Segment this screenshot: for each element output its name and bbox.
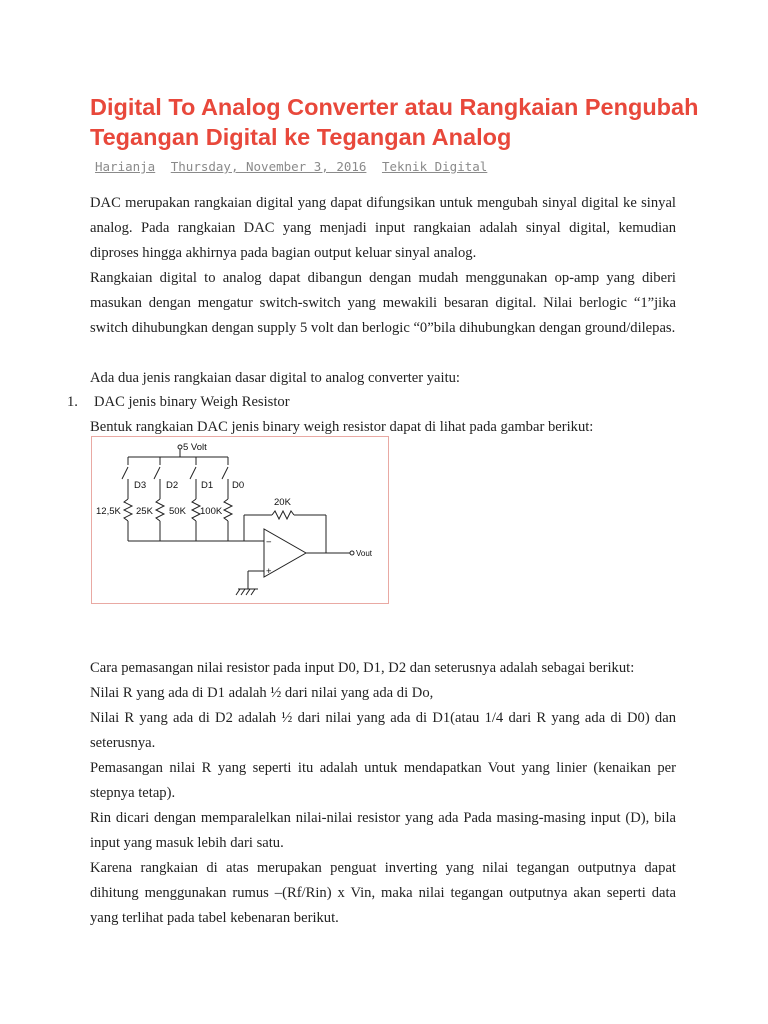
paragraph-d1-rule: Nilai R yang ada di D1 adalah ½ dari nilai yang ada di Do, — [90, 685, 434, 701]
post-title: Digital To Analog Converter atau Rangkaian Pengubah Tegangan Digital ke Tegangan Analog — [90, 94, 699, 150]
switch-label-d2: D2 — [166, 480, 179, 491]
paragraph-rin: Rin dicari dengan memparalelkan nilai-nilai resistor yang ada Pada masing-masing input (D), bila input yang masuk lebih dari satu. — [90, 810, 676, 851]
paragraph-resistor-method: Cara pemasangan nilai resistor pada input D0, D1, D2 dan seterusnya adalah sebagai berikut: — [90, 660, 635, 676]
paragraph-figure-intro: Bentuk rangkaian DAC jenis binary weigh resistor dapat di lihat pada gambar berikut: — [90, 419, 594, 435]
list-item: DAC jenis binary Weigh Resistor — [94, 394, 290, 410]
resistor-label-d2: 25K — [136, 506, 153, 517]
resistor-label-d1: 50K — [169, 506, 186, 517]
paragraph-d2-rule: Nilai R yang ada di D2 adalah ½ dari nilai yang ada di D1(atau 1/4 dari R yang ada di D0) dan seterusnya. — [90, 710, 676, 751]
paragraph-intro: DAC merupakan rangkaian digital yang dapat difungsikan untuk mengubah sinyal digital ke sinyal analog. Pada rangkaian DAC yang menjadi input rangkaian adalah sinyal digital, kemudian diproses hingga akhirnya pada bagian output keluar sinyal analog. — [90, 195, 676, 261]
post-meta — [95, 159, 495, 174]
inverting-input-sign: − — [266, 537, 272, 548]
list-number: 1. — [67, 394, 78, 410]
feedback-resistor-label: 20K — [274, 497, 291, 508]
switch-label-d0: D0 — [232, 480, 245, 491]
dac-circuit-diagram — [91, 436, 389, 604]
paragraph-formula: Karena rangkaian di atas merupakan penguat inverting yang nilai tegangan outputnya dapat dihitung menggunakan rumus –(Rf/Rin) x Vin, maka nilai tegangan outputnya akan seperti data yang terlihat pada tabel kebenaran berikut. — [90, 860, 676, 926]
paragraph-opamp: Rangkaian digital to analog dapat dibangun dengan mudah menggunakan op-amp yang diberi masukan dengan mengatur switch-switch yang mewakili besaran digital. Nilai berlogic “1”jika switch dihubungkan dengan supply 5 volt dan berlogic “0”bila dihubungkan dengan ground/dilepas. — [90, 270, 676, 336]
paragraph-types: Ada dua jenis rangkaian dasar digital to analog converter yaitu: — [90, 370, 460, 386]
output-label: Vout — [356, 549, 373, 558]
paragraph-linearity: Pemasangan nilai R yang seperti itu adalah untuk mendapatkan Vout yang linier (kenaikan per stepnya tetap). — [90, 760, 676, 801]
switch-label-d1: D1 — [201, 480, 214, 491]
date-link[interactable]: Thursday, November 3, 2016 — [170, 159, 367, 174]
switch-label-d3: D3 — [134, 480, 147, 491]
supply-label: 5 Volt — [183, 442, 207, 453]
author-link[interactable]: Harianja — [95, 159, 156, 174]
noninverting-input-sign: + — [266, 566, 272, 577]
resistor-label-d0: 100K — [200, 506, 223, 517]
category-link[interactable]: Teknik Digital — [381, 159, 488, 174]
resistor-label-d3: 12,5K — [96, 506, 121, 517]
